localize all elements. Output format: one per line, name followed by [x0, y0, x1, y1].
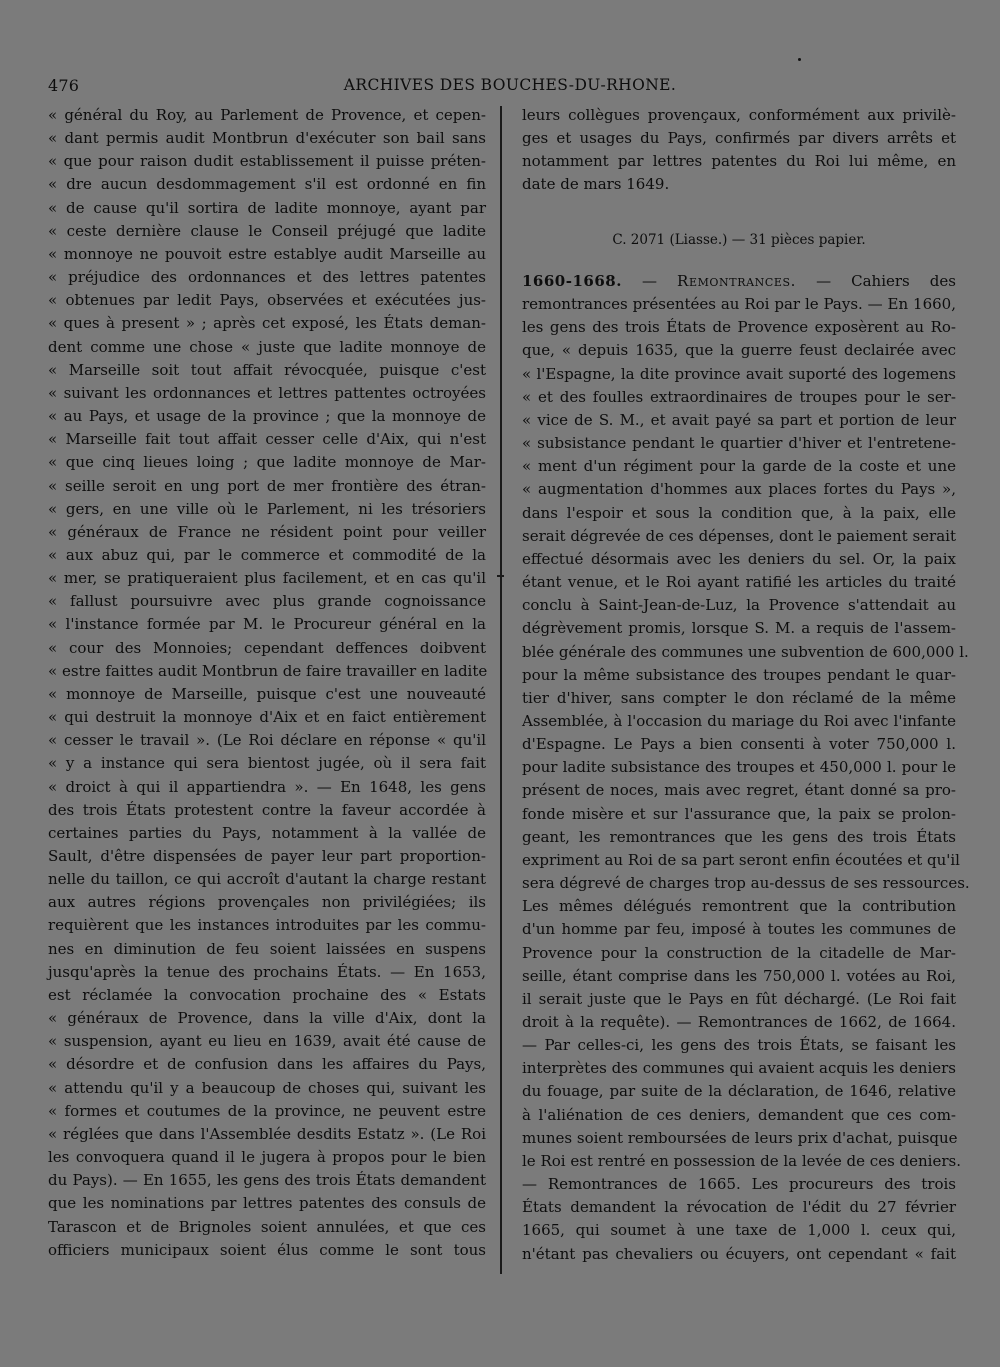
text-line: pour ladite subsistance des troupes et 450,000 l. pour le	[522, 758, 956, 777]
entry-date: 1660-1668.	[522, 272, 622, 290]
left-column	[48, 104, 486, 1274]
text-line: « au Pays, et usage de la province ; que la monnoye de	[48, 407, 486, 426]
text-line: « subsistance pendant le quartier d'hiver et l'entretene-	[522, 434, 956, 453]
text-line: d'un homme par feu, imposé à toutes les communes de	[522, 920, 956, 939]
text-line: « de cause qu'il sortira de ladite monnoye, ayant par	[48, 198, 486, 217]
text-line: que, « depuis 1635, que la guerre feust declairée avec	[522, 341, 956, 360]
text-line: leurs collègues provençaux, conformément aux privilè-	[522, 106, 956, 124]
text-line: États demandent la révocation de l'édit du 27 février	[522, 1198, 956, 1217]
text-line: « attendu qu'il y a beaucoup de choses qui, suivant les	[48, 1078, 486, 1097]
text-line: « désordre et de confusion dans les affaires du Pays,	[48, 1055, 486, 1074]
text-line: Assemblée, à l'occasion du mariage du Roi avec l'infante	[522, 711, 956, 730]
text-line: il serait juste que le Pays en fût déchargé. (Le Roi fait	[522, 989, 956, 1008]
text-line: « l'instance formée par M. le Procureur général en la	[48, 615, 486, 634]
text-line: officiers municipaux soient élus comme le sont tous	[48, 1240, 486, 1259]
text-line: « cour des Monnoies; cependant deffences doibvent	[48, 638, 486, 657]
text-line: « général du Roy, au Parlement de Provence, et cepen-	[48, 106, 486, 124]
text-line: d'Espagne. Le Pays a bien consenti à voter 750,000 l.	[522, 735, 956, 754]
text-line: remontrances présentées au Roi par le Pays. — En 1660,	[522, 295, 956, 314]
text-line: dent comme une chose « juste que ladite monnoye de	[48, 337, 486, 356]
text-line: « ment d'un régiment pour la garde de la coste et une	[522, 457, 956, 476]
text-line: dégrèvement promis, lorsque S. M. a requis de l'assem-	[522, 619, 956, 638]
text-line: « augmentation d'hommes aux places fortes du Pays »,	[522, 480, 956, 499]
text-line: « suivant les ordonnances et lettres pattentes octroyées	[48, 383, 486, 402]
text-line: — Remontrances de 1665. Les procureurs des trois	[522, 1175, 956, 1194]
text-line: les gens des trois États de Provence exposèrent au Ro-	[522, 318, 956, 337]
text-line: « réglées que dans l'Assemblée desdits Estatz ». (Le Roi	[48, 1124, 486, 1143]
text-line: geant, les remontrances que les gens des trois États	[522, 827, 956, 846]
text-line: « ques à present » ; après cet exposé, les États deman-	[48, 314, 486, 333]
text-line: nelle du taillon, ce qui accroît d'autant la charge restant	[48, 870, 486, 889]
running-title: ARCHIVES DES BOUCHES-DU-RHONE.	[343, 76, 677, 94]
text-line: munes soient remboursées de leurs prix d'achat, puisque	[522, 1128, 958, 1147]
text-line: Sault, d'être dispensées de payer leur part proportion-	[48, 847, 486, 865]
text-line: étant venue, et le Roi ayant ratifié les articles du traité	[522, 573, 956, 592]
text-line: expriment au Roi de sa part seront enfin écoutées et qu'il	[522, 850, 960, 869]
text-line: « dant permis audit Montbrun d'exécuter son bail sans	[48, 129, 486, 148]
text-line: blée générale des communes une subvention de 600,000 l.	[522, 642, 969, 661]
text-line: fonde misère et sur l'assurance que, la paix se prolon-	[522, 804, 956, 823]
text-line: est réclamée la convocation prochaine des « Estats	[48, 985, 486, 1004]
text-line: présent de noces, mais avec regret, étant donné sa pro-	[522, 781, 956, 800]
text-line: « y a instance qui sera bientost jugée, où il sera fait	[48, 754, 486, 773]
text-line: tier d'hiver, sans compter le don réclamé de la même	[522, 688, 956, 707]
ink-speck	[798, 58, 801, 61]
text-line: « que cinq lieues loing ; que ladite monnoye de Mar-	[48, 453, 486, 472]
column-divider-tick	[497, 575, 504, 577]
text-line: « l'Espagne, la dite province avait suporté des logemens	[522, 364, 956, 383]
text-line: « monnoye de Marseille, puisque c'est une nouveauté	[48, 684, 486, 703]
text-line: droit à la requête). — Remontrances de 1662, de 1664.	[522, 1013, 956, 1031]
column-divider-rule	[500, 106, 502, 1274]
text-line: « seille seroit en ung port de mer frontière des étran-	[48, 476, 486, 495]
text-line: du fouage, par suite de la déclaration, de 1646, relative	[522, 1082, 956, 1101]
entry-title: Remontrances.	[677, 272, 797, 290]
text-line: requièrent que les instances introduites par les commu-	[48, 916, 486, 935]
text-line: ges et usages du Pays, confirmés par divers arrêts et	[522, 129, 956, 148]
entry-first-line	[522, 270, 956, 293]
text-line: — Par celles-ci, les gens des trois États, se faisant les	[522, 1036, 956, 1055]
page-number: 476	[48, 76, 80, 95]
text-line: à l'aliénation de ces deniers, demandent que ces com-	[522, 1105, 956, 1124]
text-line: « que pour raison dudit establissement il puisse préten-	[48, 152, 486, 171]
text-line: aux autres régions provençales non privilégiées; ils	[48, 893, 486, 912]
text-line: « monnoye ne pouvoit estre establye audit Marseille au	[48, 244, 486, 263]
text-line: 1665, qui soumet à une taxe de 1,000 l. ceux qui,	[522, 1221, 956, 1240]
text-line: « formes et coutumes de la province, ne peuvent estre	[48, 1101, 486, 1120]
text-line: Provence pour la construction de la citadelle de Mar-	[522, 943, 956, 962]
right-column-continuation	[522, 104, 956, 197]
text-line: « généraux de France ne résident point pour veiller	[48, 522, 486, 541]
text-line: notamment par lettres patentes du Roi lui même, en	[522, 152, 956, 171]
text-line: interprètes des communes qui avaient acquis les deniers	[522, 1059, 956, 1078]
text-line: n'étant pas chevaliers ou écuyers, ont cependant « fait	[522, 1244, 956, 1263]
text-line: « aux abuz qui, par le commerce et commodité de la	[48, 545, 486, 564]
text-line: effectué désormais avec les deniers du sel. Or, la paix	[522, 549, 956, 568]
text-line: « fallust poursuivre avec plus grande cognoissance	[48, 592, 486, 611]
text-line: les convoquera quand il le jugera à propos pour le bien	[48, 1148, 486, 1167]
archive-subheading: C. 2071 (Liasse.) — 31 pièces papier.	[612, 232, 866, 248]
text-line: Tarascon et de Brignoles soient annulées, et que ces	[48, 1217, 486, 1236]
text-line: certaines parties du Pays, notamment à la vallée de	[48, 823, 486, 842]
text-line: « suspension, ayant eu lieu en 1639, avait été cause de	[48, 1032, 486, 1051]
right-column-entry	[522, 270, 970, 1266]
text-line: « Marseille fait tout affait cesser celle d'Aix, qui n'est	[48, 430, 486, 449]
text-line: « droict à qui il appartiendra ». — En 1648, les gens	[48, 777, 486, 796]
text-line: Les mêmes délégués remontrent que la contribution	[522, 897, 956, 916]
text-line: « vice de S. M., et avait payé sa part et portion de leur	[522, 410, 956, 429]
text-line: seille, étant comprise dans les 750,000 l. votées au Roi,	[522, 966, 956, 985]
text-line: des trois États protestent contre la faveur accordée à	[48, 800, 486, 819]
text-line: « cesser le travail ». (Le Roi déclare en réponse « qu'il	[48, 731, 486, 750]
text-line: « préjudice des ordonnances et des lettres patentes	[48, 268, 486, 287]
text-line: « ceste dernière clause le Conseil préjugé que ladite	[48, 221, 486, 240]
text-line: « qui destruit la monnoye d'Aix et en faict entièrement	[48, 708, 486, 727]
text-line: jusqu'après la tenue des prochains États. — En 1653,	[48, 962, 486, 981]
entry-dash: —	[642, 272, 657, 290]
text-line: nes en diminution de feu soient laissées en suspens	[48, 939, 486, 958]
text-line: du Pays). — En 1655, les gens des trois États demandent	[48, 1171, 486, 1190]
text-line: « estre faittes audit Montbrun de faire travailler en ladite	[48, 661, 488, 680]
text-line: conclu à Saint-Jean-de-Luz, la Provence s'attendait au	[522, 596, 956, 615]
text-line: dans l'espoir et sous la condition que, à la paix, elle	[522, 503, 956, 522]
text-line: « et des foulles extraordinaires de troupes pour le ser-	[522, 387, 956, 406]
text-line: « mer, se pratiqueraient plus facilement, et en cas qu'il	[48, 569, 486, 588]
text-line: le Roi est rentré en possession de la levée de ces deniers.	[522, 1151, 961, 1170]
text-line: pour la même subsistance des troupes pendant le quar-	[522, 665, 956, 684]
text-line: « généraux de Provence, dans la ville d'Aix, dont la	[48, 1009, 486, 1028]
text-line: date de mars 1649.	[522, 175, 670, 194]
text-line: « dre aucun desdommagement s'il est ordonné en fin	[48, 175, 486, 194]
text-line: serait dégrevée de ces dépenses, dont le paiement serait	[522, 526, 956, 545]
entry-first-line-rest: — Cahiers des	[816, 272, 956, 290]
text-line: « Marseille soit tout affait révocquée, puisque c'est	[48, 360, 486, 379]
text-line: « obtenues par ledit Pays, observées et exécutées jus-	[48, 291, 486, 310]
text-line: sera dégrevé de charges trop au-dessus de ses ressources.	[522, 874, 970, 893]
text-line: que les nominations par lettres patentes des consuls de	[48, 1194, 486, 1213]
text-line: « gers, en une ville où le Parlement, ni les trésoriers	[48, 499, 486, 518]
